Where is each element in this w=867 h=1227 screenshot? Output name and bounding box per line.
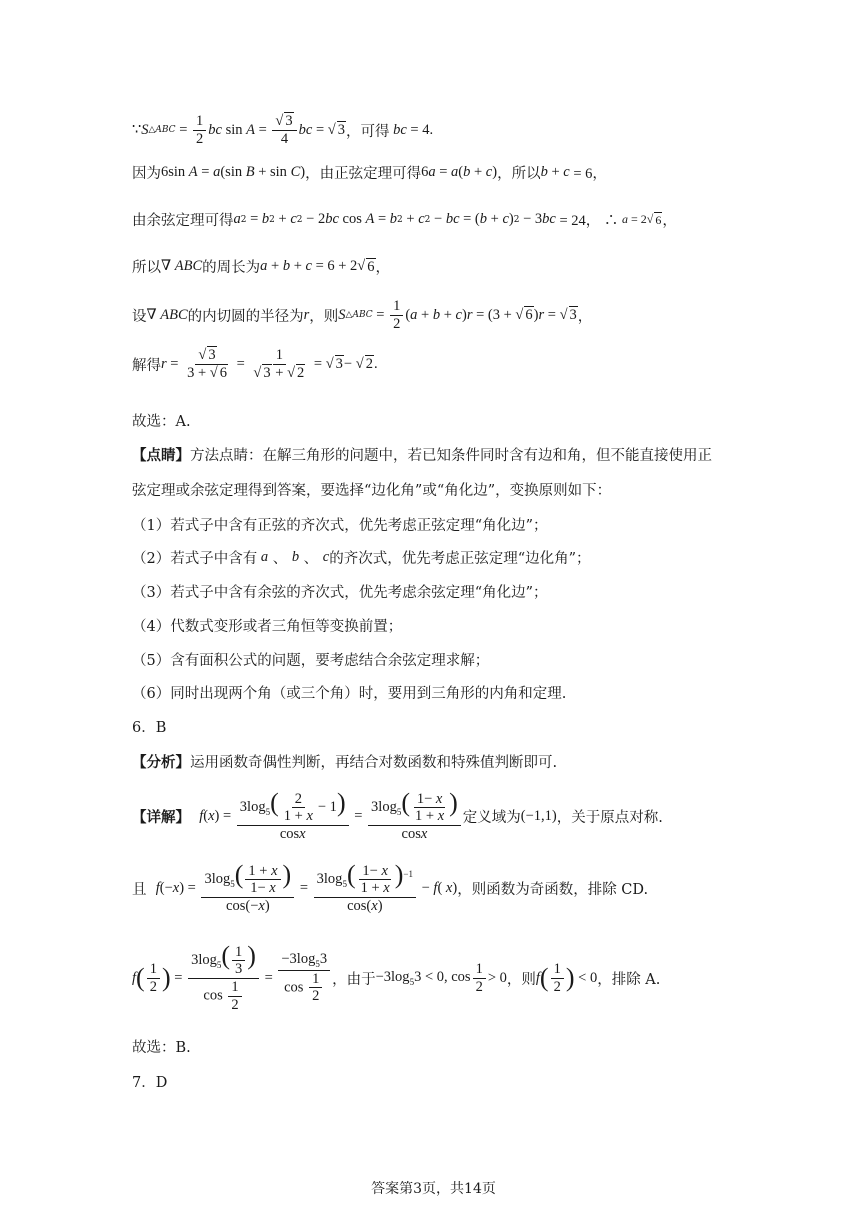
line1-text: ，可得 [345,123,390,140]
question-7-heading: 7．D [132,1075,168,1091]
line5-text-c: ，则 [309,308,339,325]
line6-text-a: 解得 [132,357,161,374]
page-footer: 答案第3页，共14页 [371,1181,496,1197]
tip-line-2: 弦定理或余弦定理得到答案，要选择“边化角”或“角化边”，变换原则如下： [132,483,612,499]
line2-text-b: ，由正弦定理可得 [305,166,422,182]
answer-6: 故选：B. [132,1040,191,1056]
odd-function-line: 且 f (− x ) = $3\log_5$( $\frac{1 + x}{1- x}$ ) cos(−x) = $3\log_5$( $\frac{1- x}{1 + x}$ )$^{-1}$ cos(x) − f ( x ) ，则函数为奇函数，排除 CD. [132,860,649,914]
tip-text-1: 方法点睛：在解三角形的问题中，若已知条件同时含有边和角，但不能直接使用正 [190,448,712,464]
detail-text-a: 定义域为 [462,809,521,826]
analysis-tag: 【分析】 [132,754,190,771]
half-text-b: ，则 [506,971,536,988]
detail-line: 【详解】 f ( x ) = $3\log_5$( $\frac{2}{1 + x}$ − 1) cosx = $3\log_5$( $\frac{1- x}{1 + x}$ ) cosx 定义域为 (−1,1) ，关于原点对称. [132,788,663,842]
answer-5: 故选：A. [132,414,191,430]
cosine-law-line: 由余弦定理可得 a 2 = b 2 + c 2 − 2 bc cos A = b 2 + c 2 − bc = ( b + c ) 2 − 3 bc = 24， ∴ a = 2√ 6 ， [132,211,677,229]
rule-2-text-a: （2）若式子中含有 [132,551,258,567]
line2-text-c: ，所以 [497,166,541,182]
rule-4: （4）代数式变形或者三角恒等变换前置； [132,619,403,635]
even-text-b: ，则函数为奇函数，排除 CD. [457,881,649,898]
line5-text-a: 设 [132,308,147,325]
rule-6: （6）同时出现两个角（或三个角）时，要用到三角形的内角和定理. [132,686,567,702]
half-value-line: f ( $\frac{1}{2}$ ) = $3\log_5$( $\frac{1}{3}$ ) cos $\frac{1}{2}$ = $-3\log_53$ cos $\frac{1}{2}$ ，由于 $-3\log_53 < 0$, cos $\frac{1}{2}$ > 0 ，则 f ( $\frac{1}{2}$ ) < 0 ，排除 A. [132,941,661,1013]
analysis-line [132,751,557,772]
analysis-text: 运用函数奇偶性判断，再结合对数函数和特殊值判断即可. [190,755,558,771]
rule-5: （5）含有面积公式的问题，要考虑结合余弦定理求解； [132,653,490,669]
line4-text-a: 所以 [132,260,161,276]
rule-2: （2）若式子中含有 a 、 b 、 c 的齐次式，优先考虑正弦定理“边化角”； [132,549,591,567]
line3-text-a: 由余弦定理可得 [132,213,234,229]
inradius-line: 设 ∇ ABC 的内切圆的半径为 r ，则 S △ABC = $\frac{1}{2}$ ( a + b + c ) r = (3 + √ 6 ) r = √ 3 ， [132,298,593,332]
rule-1: （1）若式子中含有正弦的齐次式，优先考虑正弦定理“角化边”； [132,518,548,534]
rule-2-text-b: 的齐次式，优先考虑正弦定理“边化角”； [329,551,591,567]
sine-law-line: 因为 6sin A = a (sin B + sin C ) ，由正弦定理可得 6 a = a ( b + c ) ，所以 b + c = 6， [132,164,607,182]
even-text-a: 且 [132,881,147,898]
line2-text-a: 因为 [132,166,161,182]
half-text-c: ，排除 A. [597,971,661,988]
solve-r-line: 解得 r = $\frac{√ 3}{3 + √ 6}$ = $\frac{1}{√ 3 + √ 2}$ = √ 3 − √ 2 . [132,347,378,381]
area-equation-line: ∵ S △ABC = $\frac{1}{2}$ bc sin A = $\frac{√ 3}{4}$ bc = √ 3 ，可得 bc = 4. [132,113,434,147]
tip-tag: 【点睛】 [132,447,190,464]
line4-text-b: 的周长为 [202,260,261,276]
line5-text-b: 的内切圆的半径为 [187,308,304,325]
perimeter-line: 所以 ∇ ABC 的周长为 a + b + c = 6 + 2√ 6 ， [132,258,391,276]
tip-line-1 [132,444,712,465]
question-6-heading: 6．B [132,720,167,736]
detail-text-b: ，关于原点对称. [556,809,663,826]
rule-3: （3）若式子中含有余弦的齐次式，优先考虑余弦定理“角化边”； [132,585,548,601]
half-text-a: ，由于 [332,971,376,988]
detail-tag: 【详解】 [132,808,190,826]
